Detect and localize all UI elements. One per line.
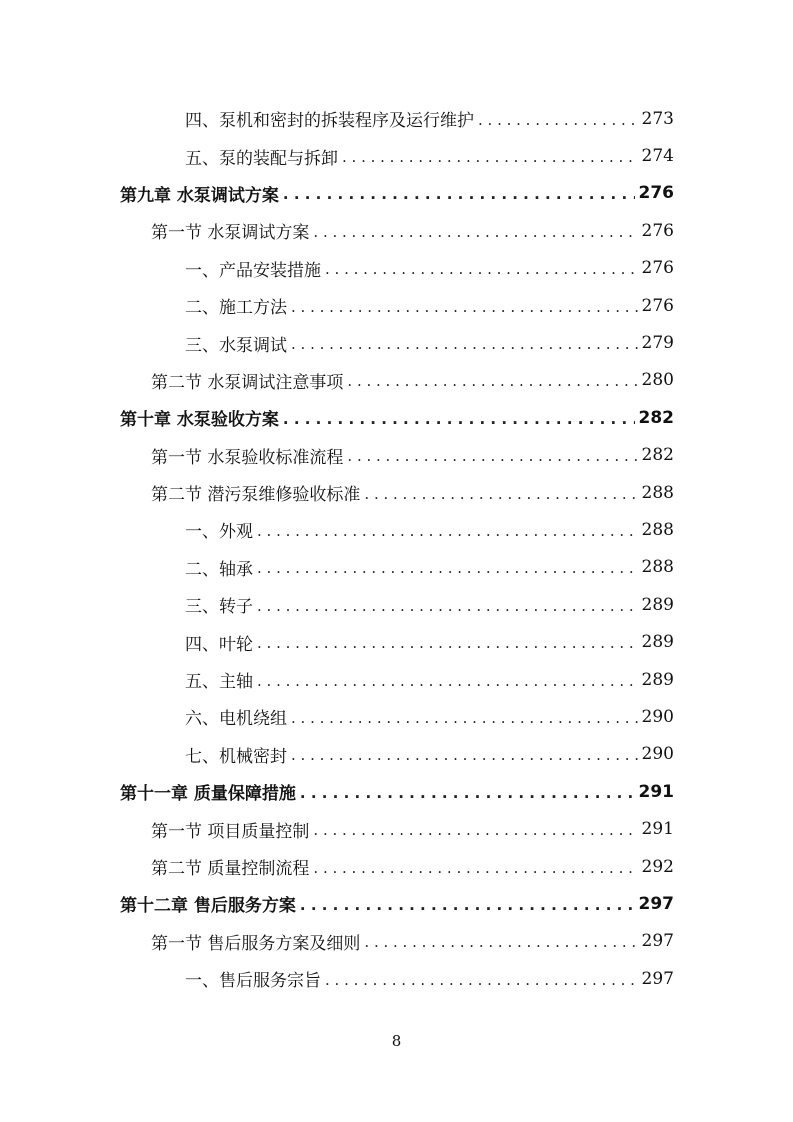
dot-leader: [257, 522, 638, 540]
dot-leader: [283, 410, 635, 428]
toc-entry[interactable]: [120, 623, 674, 660]
dot-leader: [283, 185, 635, 203]
dot-leader: [364, 933, 637, 951]
dot-leader: [325, 260, 638, 278]
toc-section-entry[interactable]: [120, 212, 674, 249]
toc-entry-title: 第十一章 质量保障措施: [120, 784, 296, 805]
dot-leader: [313, 859, 637, 877]
toc-entry[interactable]: [120, 511, 674, 548]
dot-leader: [347, 372, 637, 390]
dot-leader: [257, 672, 638, 690]
toc-entry-title: 一、售后服务宗旨: [185, 971, 321, 992]
toc-entry-page: 276: [641, 295, 674, 316]
toc-chapter-entry[interactable]: [120, 885, 674, 922]
toc-entry[interactable]: [120, 100, 674, 137]
toc-section-entry[interactable]: [120, 437, 674, 474]
toc-entry[interactable]: [120, 661, 674, 698]
toc-section-entry[interactable]: [120, 474, 674, 511]
dot-leader: [257, 634, 638, 652]
dot-leader: [300, 896, 635, 914]
dot-leader: [347, 447, 637, 465]
toc-section-entry[interactable]: [120, 810, 674, 847]
toc-chapter-entry[interactable]: [120, 773, 674, 810]
toc-entry-page: 289: [641, 632, 674, 653]
toc-entry-title: 第二节 潜污泵维修验收标准: [151, 485, 361, 506]
dot-leader: [342, 148, 638, 166]
toc-entry[interactable]: [120, 324, 674, 361]
dot-leader: [313, 223, 637, 241]
toc-entry-page: 289: [641, 594, 674, 615]
toc-entry-page: 297: [641, 968, 674, 989]
toc-entry-title: 一、产品安装措施: [185, 260, 321, 281]
toc-entry[interactable]: [120, 250, 674, 287]
toc-section-entry[interactable]: [120, 362, 674, 399]
dot-leader: [291, 298, 638, 316]
dot-leader: [291, 709, 638, 727]
toc-chapter-entry[interactable]: [120, 175, 674, 212]
dot-leader: [257, 559, 638, 577]
toc-entry-title: 第一节 水泵验收标准流程: [151, 447, 344, 468]
dot-leader: [478, 111, 638, 129]
toc-entry-page: 279: [641, 333, 674, 354]
toc-entry-title: 四、叶轮: [185, 634, 253, 655]
toc-entry[interactable]: [120, 736, 674, 773]
toc-entry-page: 290: [641, 706, 674, 727]
toc-entry-page: 274: [641, 146, 674, 167]
toc-entry-title: 七、机械密封: [185, 746, 287, 767]
toc-entry-title: 第二节 质量控制流程: [151, 859, 310, 879]
toc-entry-page: 280: [641, 370, 674, 391]
toc-entry-title: 六、电机绕组: [185, 709, 287, 730]
toc-entry[interactable]: [120, 549, 674, 586]
dot-leader: [364, 485, 637, 503]
toc-entry-page: 276: [638, 183, 674, 204]
toc-entry-title: 第二节 水泵调试注意事项: [151, 372, 344, 393]
toc-entry-title: 四、泵机和密封的拆装程序及运行维护: [185, 111, 474, 132]
toc-entry[interactable]: [120, 586, 674, 623]
dot-leader: [325, 971, 638, 989]
toc-entry-title: 第十章 水泵验收方案: [120, 410, 279, 431]
toc-entry-page: 297: [641, 931, 674, 952]
toc-entry-title: 第十二章 售后服务方案: [120, 896, 296, 917]
table-of-contents: [120, 100, 674, 997]
toc-entry-title: 二、施工方法: [185, 298, 287, 319]
toc-entry-page: 291: [638, 781, 674, 802]
toc-entry-page: 292: [641, 856, 674, 877]
dot-leader: [291, 746, 638, 764]
toc-entry-title: 三、水泵调试: [185, 335, 287, 356]
toc-entry-title: 第一节 项目质量控制: [151, 821, 310, 842]
toc-entry-page: 288: [641, 557, 674, 578]
toc-entry-title: 五、主轴: [185, 672, 253, 693]
toc-chapter-entry[interactable]: [120, 399, 674, 436]
toc-entry[interactable]: [120, 137, 674, 174]
toc-entry-page: 276: [641, 258, 674, 279]
toc-entry-page: 297: [638, 893, 674, 914]
toc-entry-page: 288: [641, 482, 674, 503]
toc-entry-page: 282: [641, 445, 674, 466]
toc-entry[interactable]: [120, 698, 674, 735]
toc-entry-title: 三、转子: [185, 597, 253, 618]
toc-section-entry[interactable]: [120, 848, 674, 885]
toc-entry-page: 290: [641, 744, 674, 765]
toc-entry-title: 第一节 水泵调试方案: [151, 223, 310, 244]
dot-leader: [291, 335, 638, 353]
toc-entry-page: 289: [641, 669, 674, 690]
dot-leader: [313, 821, 637, 839]
toc-entry-title: 第九章 水泵调试方案: [120, 185, 279, 206]
toc-entry-title: 二、轴承: [185, 559, 253, 580]
toc-entry-title: 一、外观: [185, 522, 253, 543]
toc-entry-page: 288: [641, 519, 674, 540]
page-number: 8: [391, 1032, 402, 1050]
toc-entry[interactable]: [120, 960, 674, 997]
toc-entry-page: 282: [638, 407, 674, 428]
toc-section-entry[interactable]: [120, 923, 674, 960]
toc-entry-page: 276: [641, 220, 674, 241]
toc-entry-title: 第一节 售后服务方案及细则: [151, 933, 361, 954]
toc-entry-page: 273: [641, 108, 674, 129]
toc-entry-page: 291: [641, 819, 674, 840]
dot-leader: [300, 784, 635, 802]
toc-entry[interactable]: [120, 287, 674, 324]
toc-entry-title: 五、泵的装配与拆卸: [185, 148, 338, 169]
dot-leader: [257, 597, 638, 615]
